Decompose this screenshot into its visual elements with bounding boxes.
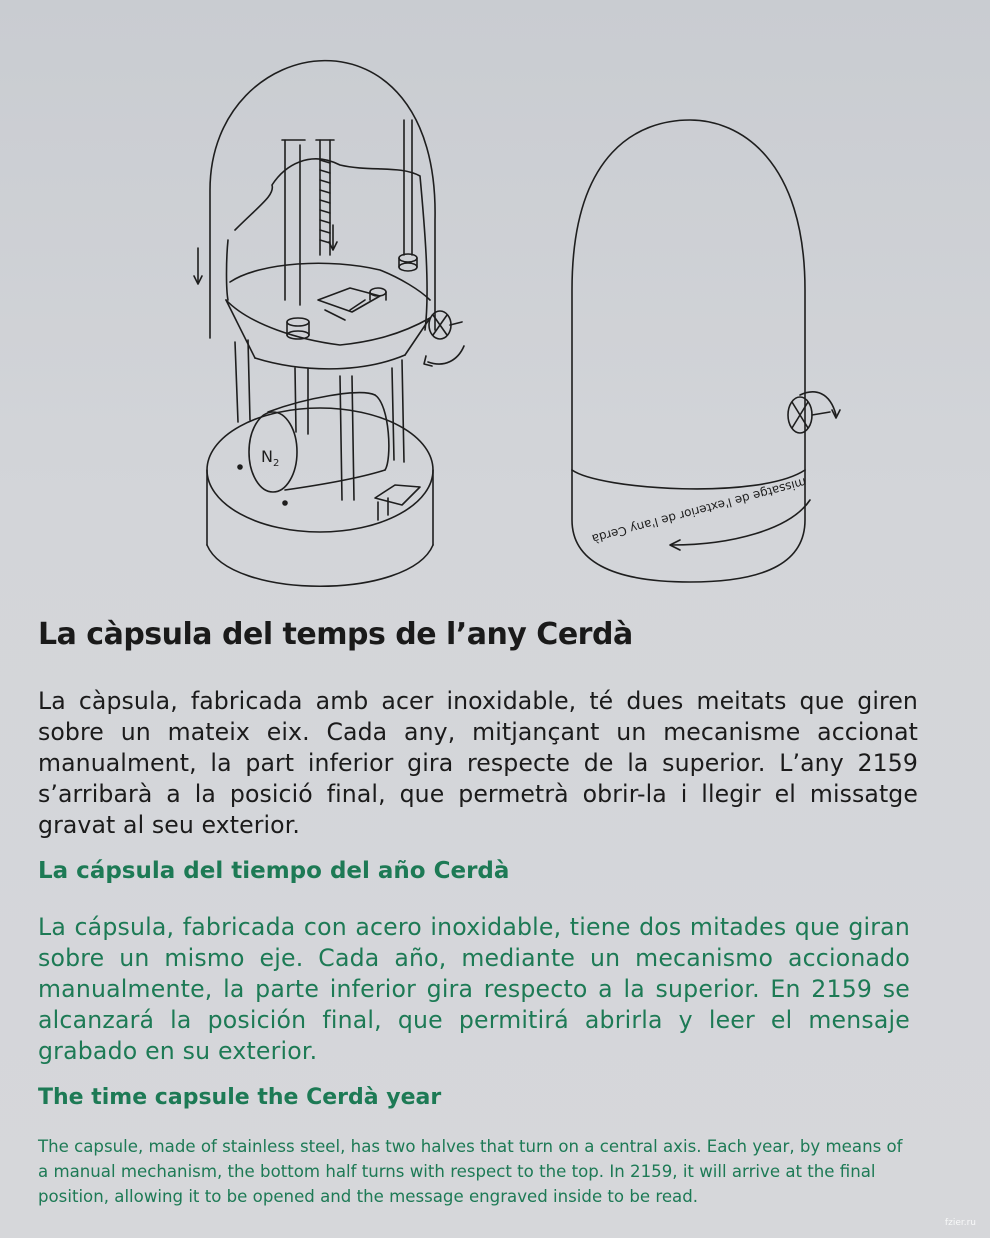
spanish-body: La cápsula, fabricada con acero inoxidable, tiene dos mitades que giran sobre un mismo eje. Cada año, mediante un mecanismo accionado manualmente, la parte inferior gira respecto a la superior. En 2159 se alcanzará la posición final, que permitirá abrirla y leer el mensaje grabado en su exterior. [38, 913, 910, 1065]
gas-cylinder-label: $N_2$ [261, 447, 280, 469]
english-title: The time capsule the Cerdà year [38, 1085, 442, 1110]
capsule-illustrations [0, 0, 990, 600]
capsule-cutaway-drawing [194, 61, 464, 587]
english-body: The capsule, made of stainless steel, has two halves that turn on a central axis. Each year, by means of a manual mechanism, the bottom half turns with respect to the top. In 2159, it will arrive at the final position, allowing it to be opened and the message engraved inside to be read. [38, 1137, 903, 1206]
watermark: fzier.ru [944, 1218, 976, 1228]
catalan-body: La càpsula, fabricada amb acer inoxidable, té dues meitats que giren sobre un mateix eix. Cada any, mitjançant un mecanisme accionat manualment, la part inferior gira respecte de la superior. L’any 2159 s’arribarà a la posició final, que permetrà obrir-la i llegir el missatge gravat al seu exterior. [38, 687, 918, 839]
engraved-message: missatge de l'exterior de l'any Cerdà [590, 475, 808, 546]
spanish-title: La cápsula del tiempo del año Cerdà [38, 858, 510, 884]
catalan-title: La càpsula del temps de l’any Cerdà [38, 617, 633, 652]
